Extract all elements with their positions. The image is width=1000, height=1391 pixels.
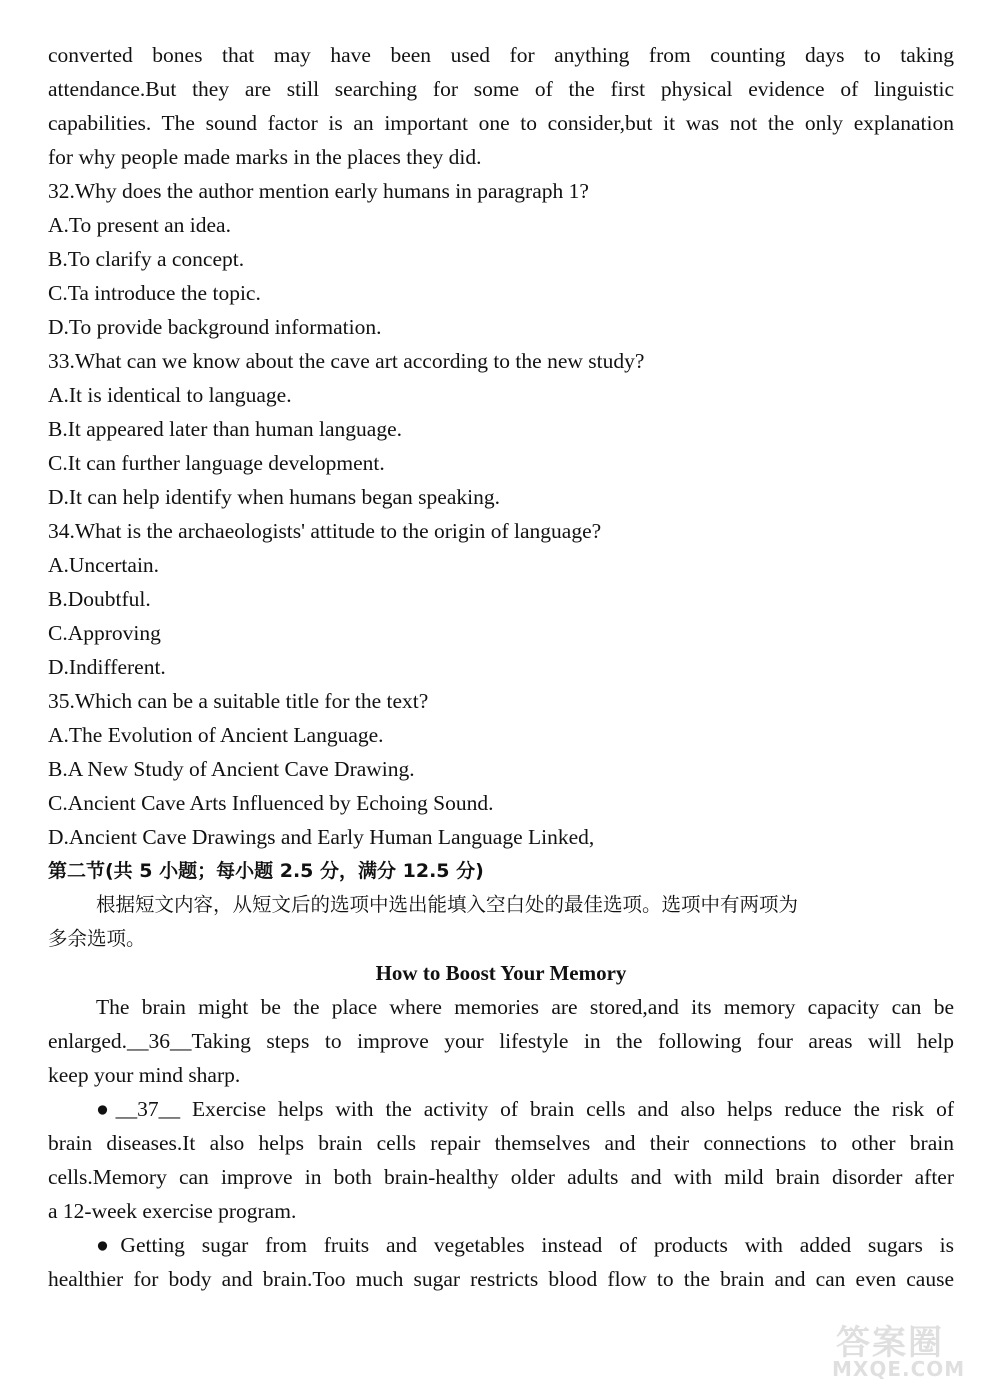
option-c: C.Ta introduce the topic. [48,281,261,305]
text-line: for why people made marks in the places they did. [48,145,482,169]
text-line: a 12-week exercise program. [48,1199,297,1223]
question-stem: 35.Which can be a suitable title for the text? [48,689,429,713]
question-32 [48,174,954,344]
question-stem: 34.What is the archaeologists' attitude to the origin of language? [48,519,602,543]
text-line: cells.Memory can improve in both brain-healthy older adults and with mild brain disorder after [48,1165,954,1189]
option-d: D.To provide background information. [48,315,382,339]
text-line: keep your mind sharp. [48,1063,241,1087]
question-stem: 33.What can we know about the cave art according to the new study? [48,349,645,373]
option-a: A.The Evolution of Ancient Language. [48,723,384,747]
section-instruction [48,888,954,956]
option-b: B.It appeared later than human language. [48,417,403,441]
text-line: The brain might be the place where memories are stored,and its memory capacity can be [96,995,954,1019]
text-line: healthier for body and brain.Too much sugar restricts blood flow to the brain and can even cause [48,1267,954,1291]
watermark [826,1315,966,1385]
watermark-url: MXQE.COM [832,1357,966,1381]
text-line: ●Getting sugar from fruits and vegetables instead of products with added sugars is [96,1233,954,1257]
passage-paragraph-3 [48,1228,954,1296]
document-page [48,38,954,1296]
section-header: 第二节(共 5 小题；每小题 2.5 分，满分 12.5 分) [48,860,484,882]
text-line: converted bones that may have been used for anything from counting days to taking [48,43,954,67]
question-33 [48,344,954,514]
passage-paragraph-2 [48,1092,954,1228]
text-line: attendance.But they are still searching for some of the first physical evidence of linguistic [48,77,954,101]
instruction-line: 多余选项。 [48,927,146,950]
watermark-logo: 答案圈 [836,1323,944,1363]
question-34 [48,514,954,684]
question-stem: 32.Why does the author mention early humans in paragraph 1? [48,179,589,203]
text-line: capabilities. The sound factor is an important one to consider,but it was not the only explanation [48,111,954,135]
option-a: A.Uncertain. [48,553,160,577]
passage-title: How to Boost Your Memory [375,961,627,985]
option-b: B.Doubtful. [48,587,151,611]
option-c: C.Ancient Cave Arts Influenced by Echoing Sound. [48,791,494,815]
option-d: D.Ancient Cave Drawings and Early Human Language Linked, [48,825,595,849]
option-b: B.A New Study of Ancient Cave Drawing. [48,757,415,781]
option-d: D.Indifferent. [48,655,166,679]
text-line: enlarged.__36__Taking steps to improve your lifestyle in the following four areas will help [48,1029,954,1053]
passage-continuation [48,38,954,174]
passage-paragraph-1 [48,990,954,1092]
option-c: C.It can further language development. [48,451,385,475]
text-line: brain diseases.It also helps brain cells repair themselves and their connections to other brain [48,1131,954,1155]
option-a: A.To present an idea. [48,213,231,237]
text-line: ●__37__ Exercise helps with the activity of brain cells and also helps reduce the risk of [96,1097,954,1121]
option-b: B.To clarify a concept. [48,247,245,271]
question-35 [48,684,954,854]
option-a: A.It is identical to language. [48,383,292,407]
instruction-line: 根据短文内容，从短文后的选项中选出能填入空白处的最佳选项。选项中有两项为 [96,893,799,916]
option-c: C.Approving [48,621,161,645]
option-d: D.It can help identify when humans began speaking. [48,485,500,509]
